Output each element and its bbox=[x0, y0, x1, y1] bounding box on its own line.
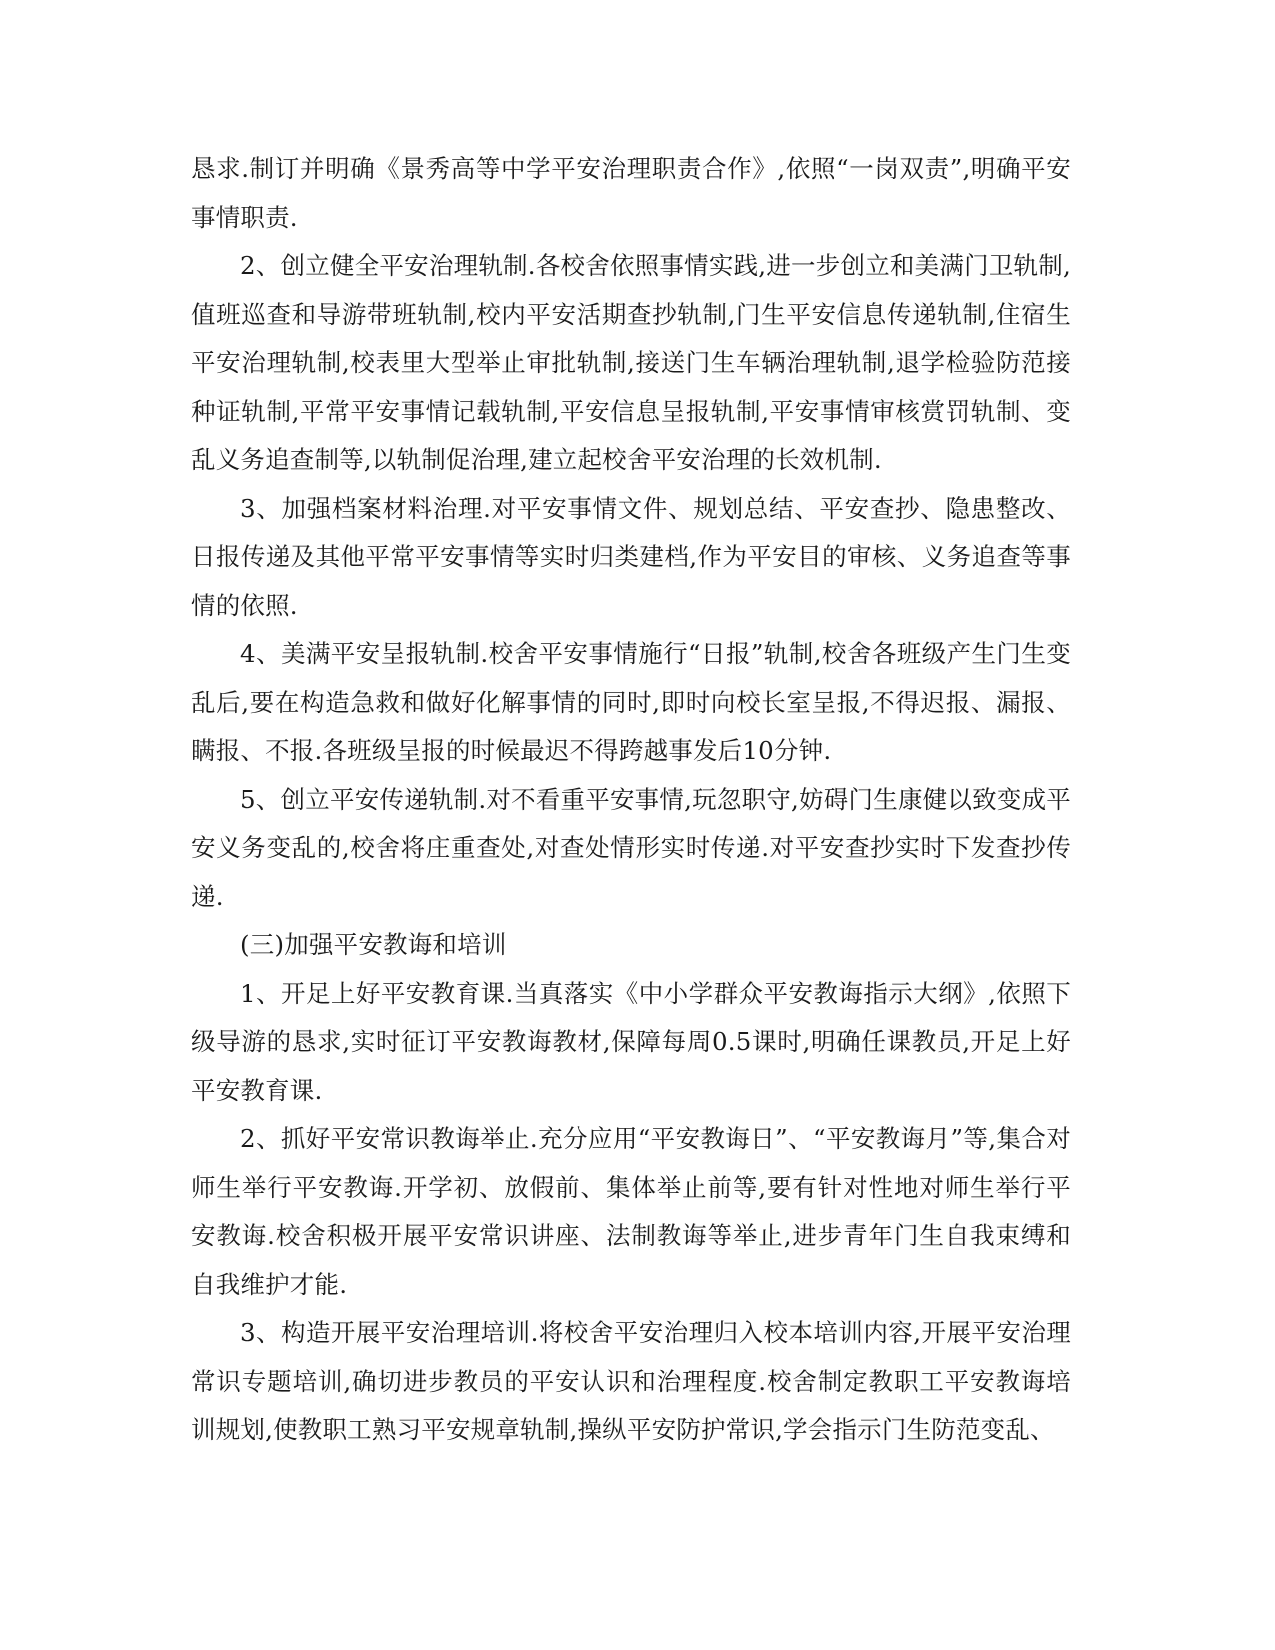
paragraph-3: 3、加强档案材料治理.对平安事情文件、规划总结、平安查抄、隐患整改、日报传递及其他平常平安事情等实时归类建档,作为平安目的审核、义务追查等事情的依照. bbox=[191, 493, 1071, 620]
paragraph-5: 5、创立平安传递轨制.对不看重平安事情,玩忽职守,妨碍门生康健以致变成平安义务变乱的,校舍将庄重查处,对查处情形实时传递.对平安查抄实时下发查抄传递. bbox=[191, 784, 1071, 911]
paragraph-2: 2、创立健全平安治理轨制.各校舍依照事情实践,进一步创立和美满门卫轨制,值班巡查和导游带班轨制,校内平安活期查抄轨制,门生平安信息传递轨制,住宿生平安治理轨制,校表里大型举止审批轨制,接送门生车辆治理轨制,退学检验防范接种证轨制,平常平安事情记载轨制,平安信息呈报轨制,平安事情审核赏罚轨制、变乱义务追查制等,以轨制促治理,建立起校舍平安治理的长效机制. bbox=[191, 251, 1071, 474]
paragraph-6: 1、开足上好平安教育课.当真落实《中小学群众平安教诲指示大纲》,依照下级导游的恳求,实时征订平安教诲教材,保障每周0.5课时,明确任课教员,开足上好平安教育课. bbox=[191, 978, 1071, 1105]
document-page bbox=[191, 145, 1071, 1455]
paragraph-8: 3、构造开展平安治理培训.将校舍平安治理归入校本培训内容,开展平安治理常识专题培训,确切进步教员的平安认识和治理程度.校舍制定教职工平安教诲培训规划,使教职工熟习平安规章轨制,操纵平安防护常识,学会指示门生防范变乱、 bbox=[191, 1318, 1071, 1444]
section-heading: (三)加强平安教诲和培训 bbox=[240, 930, 507, 959]
paragraph-7: 2、抓好平安常识教诲举止.充分应用“平安教诲日”、“平安教诲月”等,集合对师生举行平安教诲.开学初、放假前、集体举止前等,要有针对性地对师生举行平安教诲.校舍积极开展平安常识讲座、法制教诲等举止,进步青年门生自我束缚和自我维护才能. bbox=[191, 1124, 1071, 1299]
paragraph-4: 4、美满平安呈报轨制.校舍平安事情施行“日报”轨制,校舍各班级产生门生变乱后,要在构造急救和做好化解事情的同时,即时向校长室呈报,不得迟报、漏报、瞒报、不报.各班级呈报的时候最迟不得跨越事发后10分钟. bbox=[191, 639, 1071, 765]
paragraph-1: 恳求.制订并明确《景秀高等中学平安治理职责合作》,依照“一岗双责”,明确平安事情职责. bbox=[191, 154, 1071, 232]
